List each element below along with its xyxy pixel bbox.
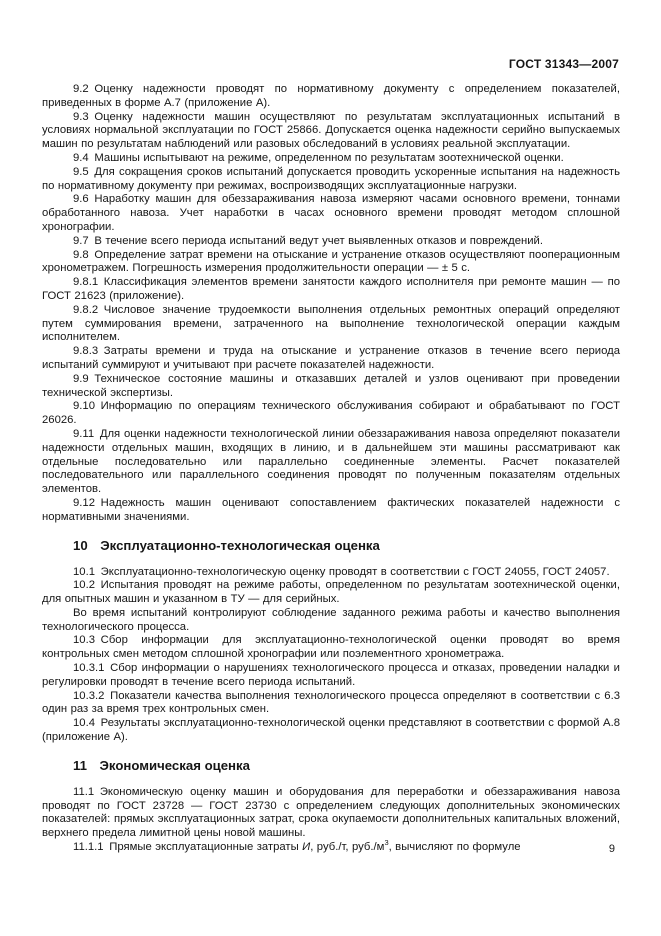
paragraph: 11.1 Экономическую оценку машин и оборудования для переработки и обеззараживания навоза проводят по ГОСТ 23728 — ГОСТ 23730 с определением следующих дополнительных экономических показателей: прямых эксплуатационных затрат, срока окупаемости дополнительных капитальных вложений, верхнего предела лимитной цены новой машины.	[42, 785, 620, 840]
section-heading: 11 Экономическая оценка	[73, 757, 250, 773]
paragraph: 10.3.2 Показатели качества выполнения технологического процесса определяют в соответствии с 6.3 один раз за время трех контрольных смен.	[42, 689, 620, 716]
paragraph: 10.3 Сбор информации для эксплуатационно-технологической оценки проводят во время контрольных смен методом сплошной хронографии или поэлементного хронометража.	[42, 634, 620, 661]
paragraph: 10.1 Эксплуатационно-технологическую оценку проводят в соответствии с ГОСТ 24055, ГОСТ 24057.	[73, 565, 610, 578]
clause-number: 9.11	[73, 427, 95, 440]
paragraph: 11.1.1 Прямые эксплуатационные затраты И, руб./т, $руб./м^3$, вычисляют по формуле	[73, 838, 521, 854]
paragraph: 9.7 В течение всего периода испытаний ведут учет выявленных отказов и повреждений.	[73, 234, 544, 247]
paragraph: 9.11 Для оценки надежности технологической линии обеззараживания навоза определяют показатели надежности отдельных машин, входящих в линию, и в дальнейшем эти машины рассматривают как отдельные последовательно или параллельно соединенные элементы. Расчет показателей последовательного или параллельного соединения проводят по полученным показателям отдельных элементов.	[42, 427, 620, 496]
clause-number: 10.3.2	[73, 689, 105, 702]
clause-number: 11	[73, 757, 87, 773]
paragraph: 9.3 Оценку надежности машин осуществляют по результатам эксплуатационных испытаний в условиях нормальной эксплуатации по ГОСТ 25866. Допускается оценка надежности серийно выпускаемых машин по результатам наблюдений или разовых обследований в условиях реальной эксплуатации.	[42, 110, 620, 151]
paragraph: 9.10 Информацию по операциям технического обслуживания собирают и обрабатывают по ГОСТ 26026.	[42, 400, 620, 427]
clause-number: 10.4	[73, 717, 95, 730]
paragraph: 9.5 Для сокращения сроков испытаний допускается проводить ускоренные испытания на надежность по нормативному документу при режимах, воспроизводящих эксплуатационные нагрузки.	[42, 165, 620, 192]
paragraph: 10.4 Результаты эксплуатационно-технологической оценки представляют в соответствии с формой А.8 (приложение А).	[42, 717, 620, 744]
paragraph: Во время испытаний контролируют соблюдение заданного режима работы и качество выполнения технологического процесса.	[42, 606, 620, 633]
paragraph: 9.4 Машины испытывают на режиме, определенном по результатам зоотехнической оценки.	[73, 151, 564, 164]
clause-number: 9.4	[73, 151, 89, 164]
paragraph: 9.8 Определение затрат времени на отыскание и устранение отказов осуществляют пооперационным хронометражем. Погрешность измерения продолжительности операции — ± 5 с.	[42, 248, 620, 275]
running-header-standard-ref: ГОСТ 31343—2007	[508, 57, 619, 71]
document-body	[42, 83, 620, 855]
clause-number: 9.12	[73, 496, 95, 509]
clause-number: 9.8.2	[73, 303, 99, 316]
paragraph: 9.8.1 Классификация элементов времени занятости каждого исполнителя при ремонте машин — по ГОСТ 21623 (приложение).	[42, 276, 620, 302]
clause-number: 9.8.3	[73, 345, 99, 358]
paragraph: 9.2 Оценку надежности проводят по нормативному документу с определением показателей, приведенных в форме А.7 (приложение А).	[42, 83, 620, 109]
paragraph: 10.2 Испытания проводят на режиме работы, определенном по результатам зоотехнической оценки, для опытных машин и указанном в ТУ — для серийных.	[42, 579, 620, 606]
clause-number: 9.8.1	[73, 276, 99, 289]
paragraph: 9.8.2 Числовое значение трудоемкости выполнения отдельных ремонтных операций определяют путем суммирования времени, затраченного на выполнение технологической операции каждым исполнителем.	[42, 303, 620, 344]
clause-number: 10	[73, 537, 88, 553]
clause-number: 10.2	[73, 579, 95, 592]
clause-number: 9.9	[73, 372, 89, 385]
paragraph: 9.8.3 Затраты времени и труда на отыскание и устранение отказов в течение всего периода испытаний суммируют и учитывают при расчете показателей надежности.	[42, 345, 620, 371]
clause-number: 9.6	[73, 193, 89, 206]
clause-number: 9.7	[73, 234, 89, 247]
paragraph: 9.9 Техническое состояние машины и отказавших деталей и узлов оценивают при проведении технической экспертизы.	[42, 372, 620, 399]
paragraph: 9.6 Наработку машин для обеззараживания навоза измеряют часами основного времени, тоннами обработанного навоза. Учет наработки в часах основного времени проводят методом сплошной хронографии.	[42, 193, 620, 233]
clause-number: 9.2	[73, 83, 89, 95]
clause-number: 10.1	[73, 565, 95, 578]
clause-number: 11.1	[73, 785, 95, 798]
clause-number: 9.5	[73, 165, 89, 178]
section-heading: 10 Эксплуатационно-технологическая оценка	[73, 537, 380, 553]
page-number: 9	[608, 843, 615, 855]
clause-number: 9.8	[73, 248, 89, 261]
clause-number: 10.3.1	[73, 662, 105, 675]
paragraph: 9.12 Надежность машин оценивают сопоставлением фактических показателей надежности с нормативными значениями.	[42, 496, 620, 523]
clause-number: 11.1.1	[73, 841, 104, 854]
paragraph: 10.3.1 Сбор информации о нарушениях технологического процесса и отказах, проведении наладки и регулировки проводят в течение всего периода испытаний.	[42, 662, 620, 688]
clause-number: 10.3	[73, 634, 95, 647]
clause-number: 9.10	[73, 400, 95, 413]
clause-number: 9.3	[73, 110, 89, 123]
